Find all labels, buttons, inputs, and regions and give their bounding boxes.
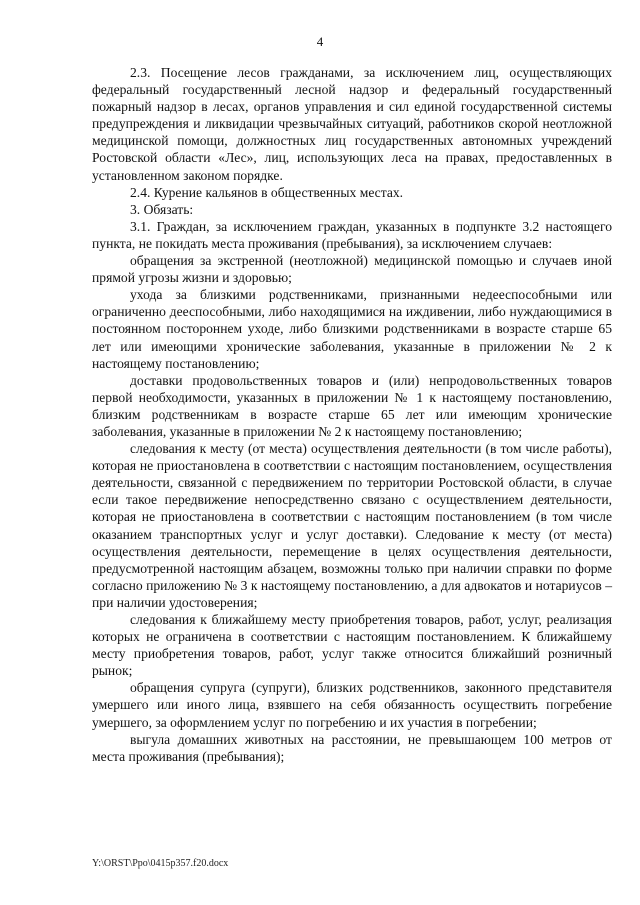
- paragraph: 2.3. Посещение лесов гражданами, за исключением лиц, осуществляющих федеральный государственный лесной надзор и федеральный государственный пожарный надзор в лесах, органов управления и сил единой государственной системы предупреждения и ликвидации чрезвычайных ситуаций, работников скорой неотложной медицинской помощи, должностных лиц государственных автономных учреждений Ростовской области «Лес», лиц, использующих леса на правах, предоставленных в установленном законом порядке.: [92, 65, 612, 183]
- page-number: 4: [316, 34, 324, 49]
- paragraph: 3. Обязать:: [130, 201, 194, 217]
- paragraph: обращения супруга (супруги), близких родственников, законного представителя умершего или иного лица, взявшего на себя обязанность осуществить погребение умершего, за оформлением услуг по погребению и их участия в погребении;: [92, 680, 612, 730]
- paragraph: ухода за близкими родственниками, признанными недееспособными или ограниченно дееспособными, либо находящимися на иждивении, либо нуждающимися в постоянном постороннем уходе, либо близкими родственниками в возрасте старше 65 лет или имеющими хронические заболевания, указанные в приложении № 2 к настоящему постановлению;: [92, 287, 612, 371]
- paragraph: доставки продовольственных товаров и (или) непродовольственных товаров первой необходимости, указанных в приложении № 1 к настоящему постановлению, близким родственникам в возрасте старше 65 лет или имеющим хронические заболевания, указанные в приложении № 2 к настоящему постановлению;: [92, 372, 612, 439]
- paragraph: выгула домашних животных на расстоянии, не превышающем 100 метров от места проживания (пребывания);: [92, 731, 612, 764]
- paragraph: следования к месту (от места) осуществления деятельности (в том числе работы), которая не приостановлена в соответствии с настоящим постановлением, осуществления деятельности, связанной с передвижением по территории Ростовской области, в случае если такое передвижение непосредственно связано с осуществлением деятельности, которая не приостановлена в соответствии с настоящим постановлением (в том числе оказанием транспортных услуг и услуг доставки). Следование к месту (от места) осуществления деятельности, перемещение в целях осуществления деятельности, предусмотренной настоящим абзацем, возможны только при наличии справки по форме согласно приложению № 3 к настоящему постановлению, а для адвокатов и нотариусов – при наличии удостоверения;: [92, 441, 612, 610]
- paragraph: обращения за экстренной (неотложной) медицинской помощью и случаев иной прямой угрозы жизни и здоровью;: [92, 253, 612, 286]
- paragraph: 3.1. Граждан, за исключением граждан, указанных в подпункте 3.2 настоящего пункта, не покидать места проживания (пребывания), за исключением случаев:: [92, 218, 612, 251]
- document-body: [92, 64, 612, 765]
- paragraph: 2.4. Курение кальянов в общественных местах.: [130, 184, 404, 200]
- footer-file-path: Y:\ORST\Ppo\0415p357.f20.docx: [92, 858, 229, 869]
- paragraph: следования к ближайшему месту приобретения товаров, работ, услуг, реализация которых не ограничена в соответствии с настоящим постановлением. К ближайшему месту приобретения товаров, работ, услуг также относится ближайший розничный рынок;: [92, 612, 612, 679]
